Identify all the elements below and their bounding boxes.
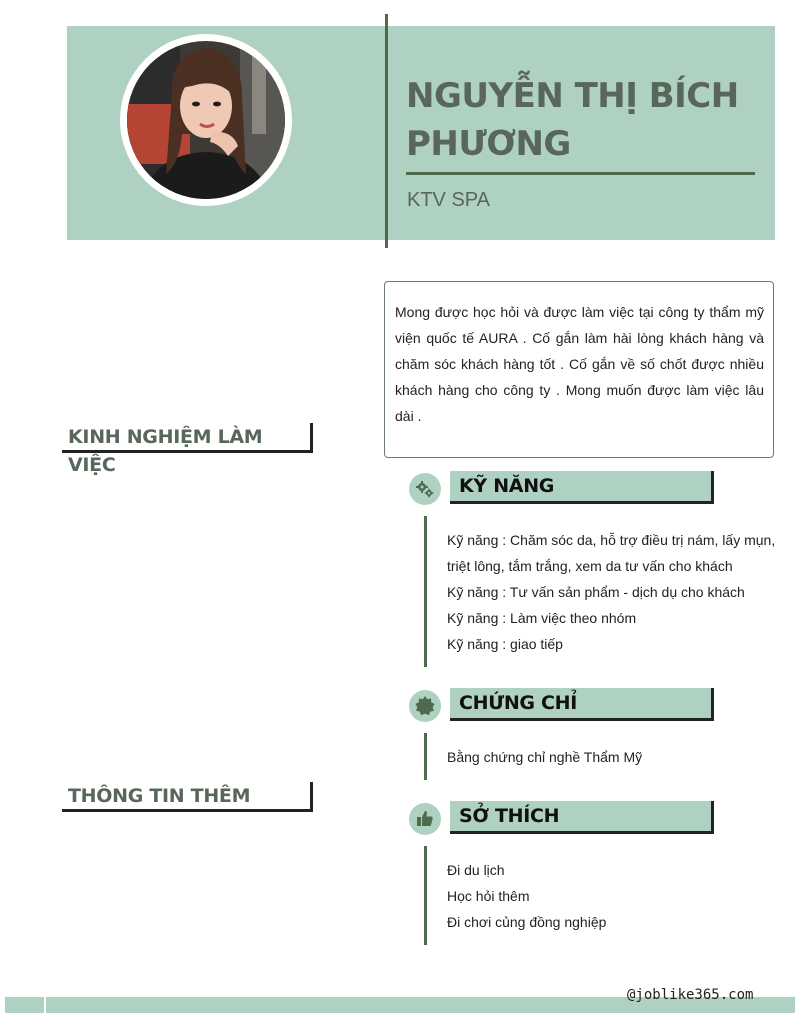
skills-list [447, 527, 782, 657]
list-item: Học hỏi thêm [447, 888, 530, 904]
certificates-timeline-line [424, 733, 427, 780]
gears-icon [409, 473, 441, 505]
list-item: Kỹ năng : Tư vấn sản phẩm - dịch dụ cho khách [447, 584, 745, 600]
hobbies-list [447, 857, 782, 935]
profile-photo [120, 34, 292, 206]
thumbs-up-icon [409, 803, 441, 835]
name-underline [406, 172, 755, 175]
certificates-list [447, 744, 782, 770]
watermark: @joblike365.com [627, 987, 754, 1003]
experience-heading: KINH NGHIỆM LÀM VIỆC [62, 423, 313, 453]
career-objective: Mong được học hỏi và được làm việc tại công ty thẩm mỹ viện quốc tế AURA . Cố gắn làm hài lòng khách hàng và chăm sóc khách hàng tốt . Cố gắn về số chốt được nhiều khách hàng cho công ty . Mong muốn được làm việc lâu dài . [384, 281, 774, 458]
footer-bar-divider [44, 997, 46, 1013]
hobbies-heading: SỞ THÍCH [450, 801, 714, 834]
list-item: Kỹ năng : Chăm sóc da, hỗ trợ điều trị nám, lấy mụn, triệt lông, tắm trắng, xem da tư vấn cho khách [447, 532, 776, 574]
list-item: Kỹ năng : Làm việc theo nhóm [447, 610, 637, 626]
badge-icon [409, 690, 441, 722]
job-title: KTV SPA [407, 189, 490, 211]
list-item: Kỹ năng : giao tiếp [447, 636, 563, 652]
header-divider [385, 14, 388, 248]
list-item: Đi du lịch [447, 862, 505, 878]
list-item: Đi chơi củng đồng nghiệp [447, 914, 607, 930]
skills-timeline-line [424, 516, 427, 667]
extra-info-heading: THÔNG TIN THÊM [62, 782, 313, 812]
list-item: Bằng chứng chỉ nghề Thẩm Mỹ [447, 749, 643, 765]
skills-heading: KỸ NĂNG [450, 471, 714, 504]
hobbies-timeline-line [424, 846, 427, 945]
certificates-heading: CHỨNG CHỈ [450, 688, 714, 721]
candidate-name: NGUYỄN THỊ BÍCH PHƯƠNG [406, 76, 739, 164]
avatar [120, 34, 292, 206]
